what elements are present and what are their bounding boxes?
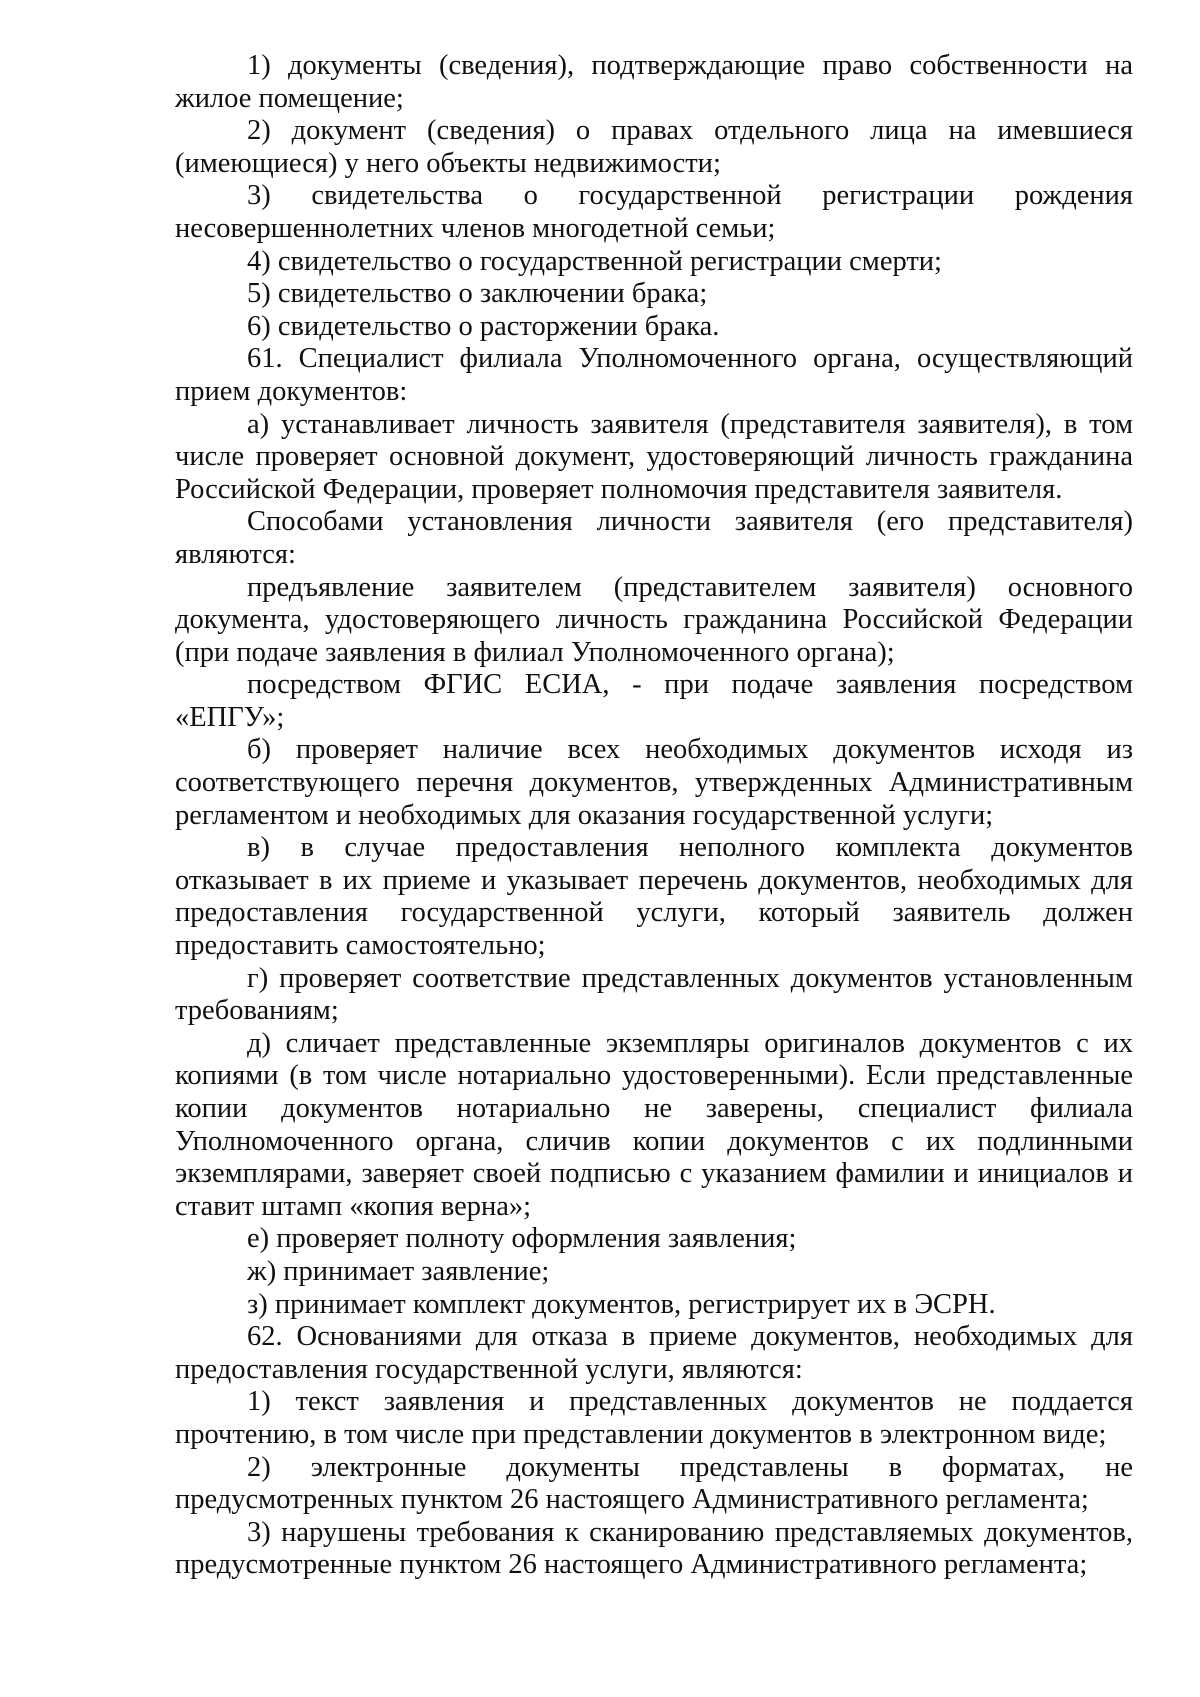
paragraph-item-d: д) сличает представленные экземпляры оригиналов документов с их копиями (в том числе нотариально удостоверенными). Если представленные копии документов нотариально не заверены, специалист филиала Уполномоченного органа, сличив копии документов с их подлинными экземплярами, заверяет своей подписью с указанием фамилии и инициалов и ставит штамп «копия верна»; xyxy=(175,1027,1133,1222)
paragraph-item-v: в) в случае предоставления неполного комплекта документов отказывает в их приеме и указывает перечень документов, необходимых для предоставления государственной услуги, который заявитель должен предоставить самостоятельно; xyxy=(175,832,1133,962)
paragraph-item-1: 1) документы (сведения), подтверждающие право собственности на жилое помещение; xyxy=(175,50,1133,114)
paragraph-refusal-2: 2) электронные документы представлены в форматах, не предусмотренных пунктом 26 настоящего Административного регламента; xyxy=(175,1451,1133,1516)
paragraph-item-6: 6) свидетельство о расторжении брака. xyxy=(247,310,720,342)
paragraph-method-presentation: предъявление заявителем (представителем заявителя) основного документа, удостоверяющего личность гражданина Российской Федерации (при подаче заявления в филиал Уполномоченного органа); xyxy=(175,571,1133,668)
paragraph-item-2: 2) документ (сведения) о правах отдельного лица на имевшиеся (имеющиеся) у него объекты недвижимости; xyxy=(175,115,1133,179)
paragraph-item-g: г) проверяет соответствие представленных документов установленным требованиям; xyxy=(175,962,1133,1027)
paragraph-item-zh: ж) принимает заявление; xyxy=(247,1255,550,1287)
paragraph-item-z: з) принимает комплект документов, регистрирует их в ЭСРН. xyxy=(247,1288,996,1320)
paragraph-refusal-1: 1) текст заявления и представленных документов не поддается прочтению, в том числе при представлении документов в электронном виде; xyxy=(175,1386,1133,1450)
paragraph-item-4: 4) свидетельство о государственной регистрации смерти; xyxy=(247,245,942,277)
paragraph-item-5: 5) свидетельство о заключении брака; xyxy=(247,278,708,310)
paragraph-item-e: е) проверяет полноту оформления заявления; xyxy=(247,1223,797,1255)
paragraph-item-3: 3) свидетельства о государственной регистрации рождения несовершеннолетних членов многодетной семьи; xyxy=(175,180,1133,244)
paragraph-item-b: б) проверяет наличие всех необходимых документов исходя из соответствующего перечня документов, утвержденных Административным регламентом и необходимых для оказания государственной услуги; xyxy=(175,734,1133,831)
paragraph-method-esia: посредством ФГИС ЕСИА, - при подаче заявления посредством «ЕПГУ»; xyxy=(175,669,1133,733)
paragraph-item-a: а) устанавливает личность заявителя (представителя заявителя), в том числе проверяет основной документ, удостоверяющий личность гражданина Российской Федерации, проверяет полномочия представителя заявителя. xyxy=(175,408,1133,505)
paragraph-identity-methods: Способами установления личности заявителя (его представителя) являются: xyxy=(175,506,1133,570)
paragraph-refusal-3: 3) нарушены требования к сканированию представляемых документов, предусмотренные пунктом 26 настоящего Административного регламента; xyxy=(175,1516,1133,1581)
document-body xyxy=(175,50,1133,1582)
paragraph-section-61: 61. Специалист филиала Уполномоченного органа, осуществляющий прием документов: xyxy=(175,343,1133,407)
paragraph-section-62: 62. Основаниями для отказа в приеме документов, необходимых для предоставления государственной услуги, являются: xyxy=(175,1321,1133,1385)
